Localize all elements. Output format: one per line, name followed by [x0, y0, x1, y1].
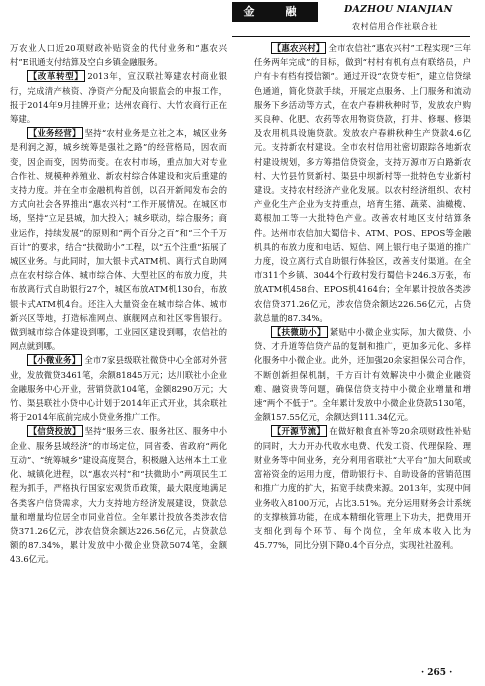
paragraph [10, 41, 227, 69]
section-heading: 【信贷投放】 [28, 426, 81, 437]
journal-title: DAZHOU NIANJIAN [344, 4, 453, 15]
paragraph [10, 353, 227, 424]
section-heading: 【扶微助小】 [272, 327, 326, 338]
page-number: · 265 · [421, 668, 453, 678]
section-label: 金 融 [232, 2, 318, 22]
section-heading: 【业务经营】 [28, 128, 81, 139]
left-column [10, 41, 227, 567]
paragraph [254, 325, 471, 424]
paragraph [10, 126, 227, 353]
paragraph [254, 41, 471, 325]
paragraph-text: 坚持“服务三农、服务社区、服务中小企业、服务县域经济”的市场定位，同省委、省政府“两化互动”、“统筹城乡”建设高度契合，积极融入达州本土工业化、城镇化进程，以“惠农兴村”和“扶微助小”两项民生工程为抓手，严格执行国家宏观货币政策，最大限度地满足各类客户信贷需求，大力支持地方经济发展建设，贷款总量和增量均位居全市同业首位。全年累计投放各类涉农信贷371.26亿元，涉农信贷余额达226.56亿元，占贷款总额的87.34%，累计发放中小微企业贷款5074笔，金额43.6亿元。 [10, 426, 227, 565]
right-column [254, 41, 471, 552]
paragraph [254, 424, 471, 552]
section-heading: 【小微业务】 [28, 355, 81, 366]
section-heading: 【开源节流】 [272, 426, 326, 437]
paragraph-text: 全市7家县级联社微贷中心全部对外营业，发放微贷3461笔，余额81845万元；达川联社小企业金融服务中心开业，营销贷款104笔，金额8290万元；大竹、渠县联社小贷中心计划于2014年正式开业，其余联社将于2014年底前完成小贷业务推广工作。 [10, 355, 228, 423]
paragraph-text: 万农业人口近20项财政补贴资金的代付业务和“惠农兴村”E讯通支付结算及空白乡镇金融服务。 [10, 43, 227, 68]
section-heading: 【改革转型】 [28, 71, 84, 82]
paragraph [10, 69, 227, 126]
paragraph-text: 在做好粮食直补等20余项财政性补贴的同时，大力开办代收水电费、代发工资、代理保险、理财业务等中间业务，充分利用省联社“大平台”加大间联或富裕资金的运用力度，借助银行卡、自助设备的营销范围和推广力度的扩大，拓宽手续费来源。2013年，实现中间业务收入8100万元，占比3.51%。充分运用财务会计系统的支撑核算功能，在成本精细化管理上下功夫，把费用开支细化到每个环节、每个岗位，全年成本收入比为45.77%，同比分别下降0.4个百分点，实现社社盈利。 [254, 426, 472, 551]
paragraph-text: 2013年，宣汉联社筹建农村商业银行，完成清产核资、净资产分配及向银监会的申报工作，报于2014年9月挂牌开业；达州农商行、大竹农商行正在筹建。 [10, 71, 227, 125]
section-heading: 【惠农兴村】 [272, 43, 325, 53]
paragraph-text: 坚持“农村业务是立社之本，城区业务是利润之源，城乡统筹是强社之路”的经营格局，因农而变，因企而变，因势而变。在农村市场，重点加大对专业合作社、规模种养殖业、新农村综合体建设和灾后重建的支持力度。并在全市金融机构首创，以召开新闻发布会的方式向社会各界推出“惠农兴村”工作开展情况。在城区市场，坚持“立足县城，加大投入；城乡联动，综合服务；商业运作，持续发展”的原则和“两个百分之百”和“三个千万百计”的要求，结合“扶微助小”工程，以“五个注重”拓展了城区业务。与此同时，加大银卡式ATM机、离行式自助网点在农村综合体、城市综合体、大型社区的布放力度，共布放离行式自助银行27个，城区布放ATM机130台，布放银卡式ATM机4台。还注入大量资金在城市综合体、城市新兴区等地，打造标准网点、旗舰网点和社区零售银行。做到城市综合体建设到哪，工业园区建设到哪，农信社的网点就到哪。 [10, 128, 227, 352]
article-subtitle: 农村信用合作社联合社 [352, 22, 438, 31]
paragraph [10, 424, 227, 566]
paragraph-text: 全市农信社“惠农兴村”工程实现“三年任务两年完成”的目标，做到“村村有机有点有联络员，户户有卡有档有授信额”。通过开设“农贷专柜”，建立信贷绿色通道，简化贷款手续，开展定点服务、上门服务和流动服务下乡活动等方式，在农户春耕秋种时节，发放农户购买良种、化肥、农药等农用物资贷款，打井、修堰、修渠及农用机具设施贷款。发放农户春耕秋种生产贷款4.6亿元。支持新农村建设。全市农村信用社密切跟踪各地新农村建设规划，多方筹措信贷资金，支持万源市万白路新农村、大竹县竹贤新村、渠县中坝新村等一批特色专业新村建设。支持农村经济产业化发展。以农村经济组织、农村产业化生产企业为支持重点，培育生猪、蔬菜、油橄榄、葛根加工等一大批特色产业。改善农村地区支付结算条件。达州市农信加大蜀信卡、ATM、POS、EPOS等金融机具的布放力度和电话、短信、网上银行电子渠道的推广力度，设立离行式自助银行体验区，改善支付渠道。在全市311个乡镇、3044个行政村发行蜀信卡246.3万张，布放ATM机458台、EPOS机4164台；全年累计投放各类涉农信贷371.26亿元，涉农信贷余额达226.56亿元，占贷款总量的87.34%。 [254, 43, 472, 323]
header-rule [232, 36, 470, 37]
paragraph-text: 紧贴中小微企业实际，加大微贷、小贷、才升道等信贷产品的复制和推广，更加多元化、多样化服务中小微企业。此外，还加强20余家担保公司合作，不断创新担保机制，千方百计有效解决中小微企业融资难、融资贵等问题，确保信贷支持中小微企业增量和增速“两个不低于”。全年累计发放中小微企业贷款5130笔，金额157.55亿元，余额达到111.34亿元。 [254, 327, 471, 423]
